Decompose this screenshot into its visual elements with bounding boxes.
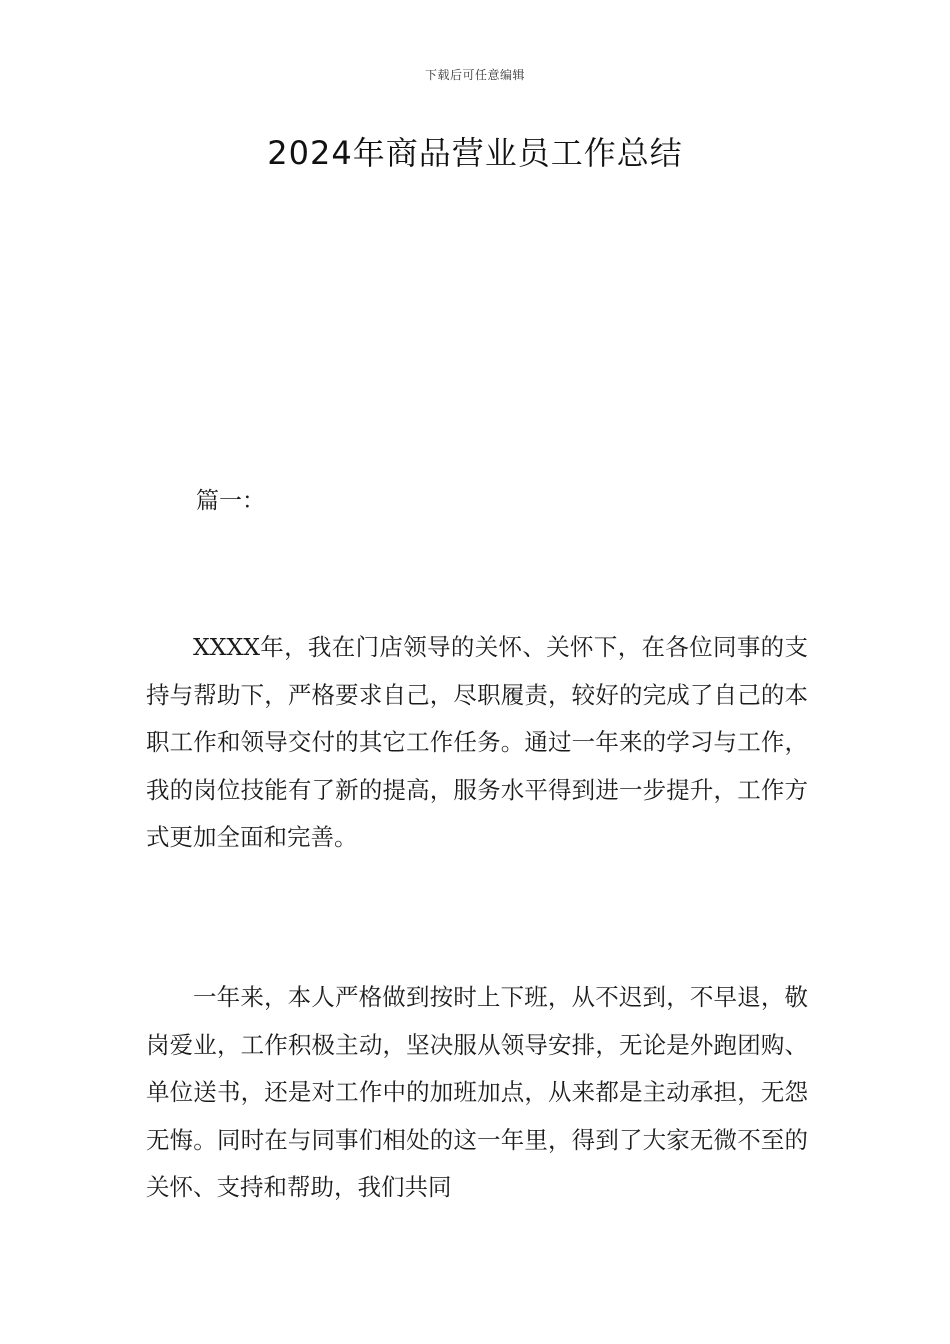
section-label: 篇一： — [196, 488, 265, 514]
document-title: 2024年商品营业员工作总结 — [267, 134, 683, 172]
paragraph-1: XXXX年，我在门店领导的关怀、关怀下，在各位同事的支持与帮助下，严格要求自己，尽职履责，较好的完成了自己的本职工作和领导交付的其它工作任务。通过一年来的学习与工作，我的岗位技能有了新的提高，服务水平得到进一步提升，工作方式更加全面和完善。 — [146, 633, 808, 851]
header-note: 下载后可任意编辑 — [424, 68, 525, 82]
paragraph-2: 一年来，本人严格做到按时上下班，从不迟到，不早退，敬岗爱业，工作积极主动，坚决服从领导安排，无论是外跑团购、单位送书，还是对工作中的加班加点，从来都是主动承担，无怨无悔。同时在与同事们相处的这一年里，得到了大家无微不至的关怀、支持和帮助，我们共同 — [146, 983, 808, 1201]
